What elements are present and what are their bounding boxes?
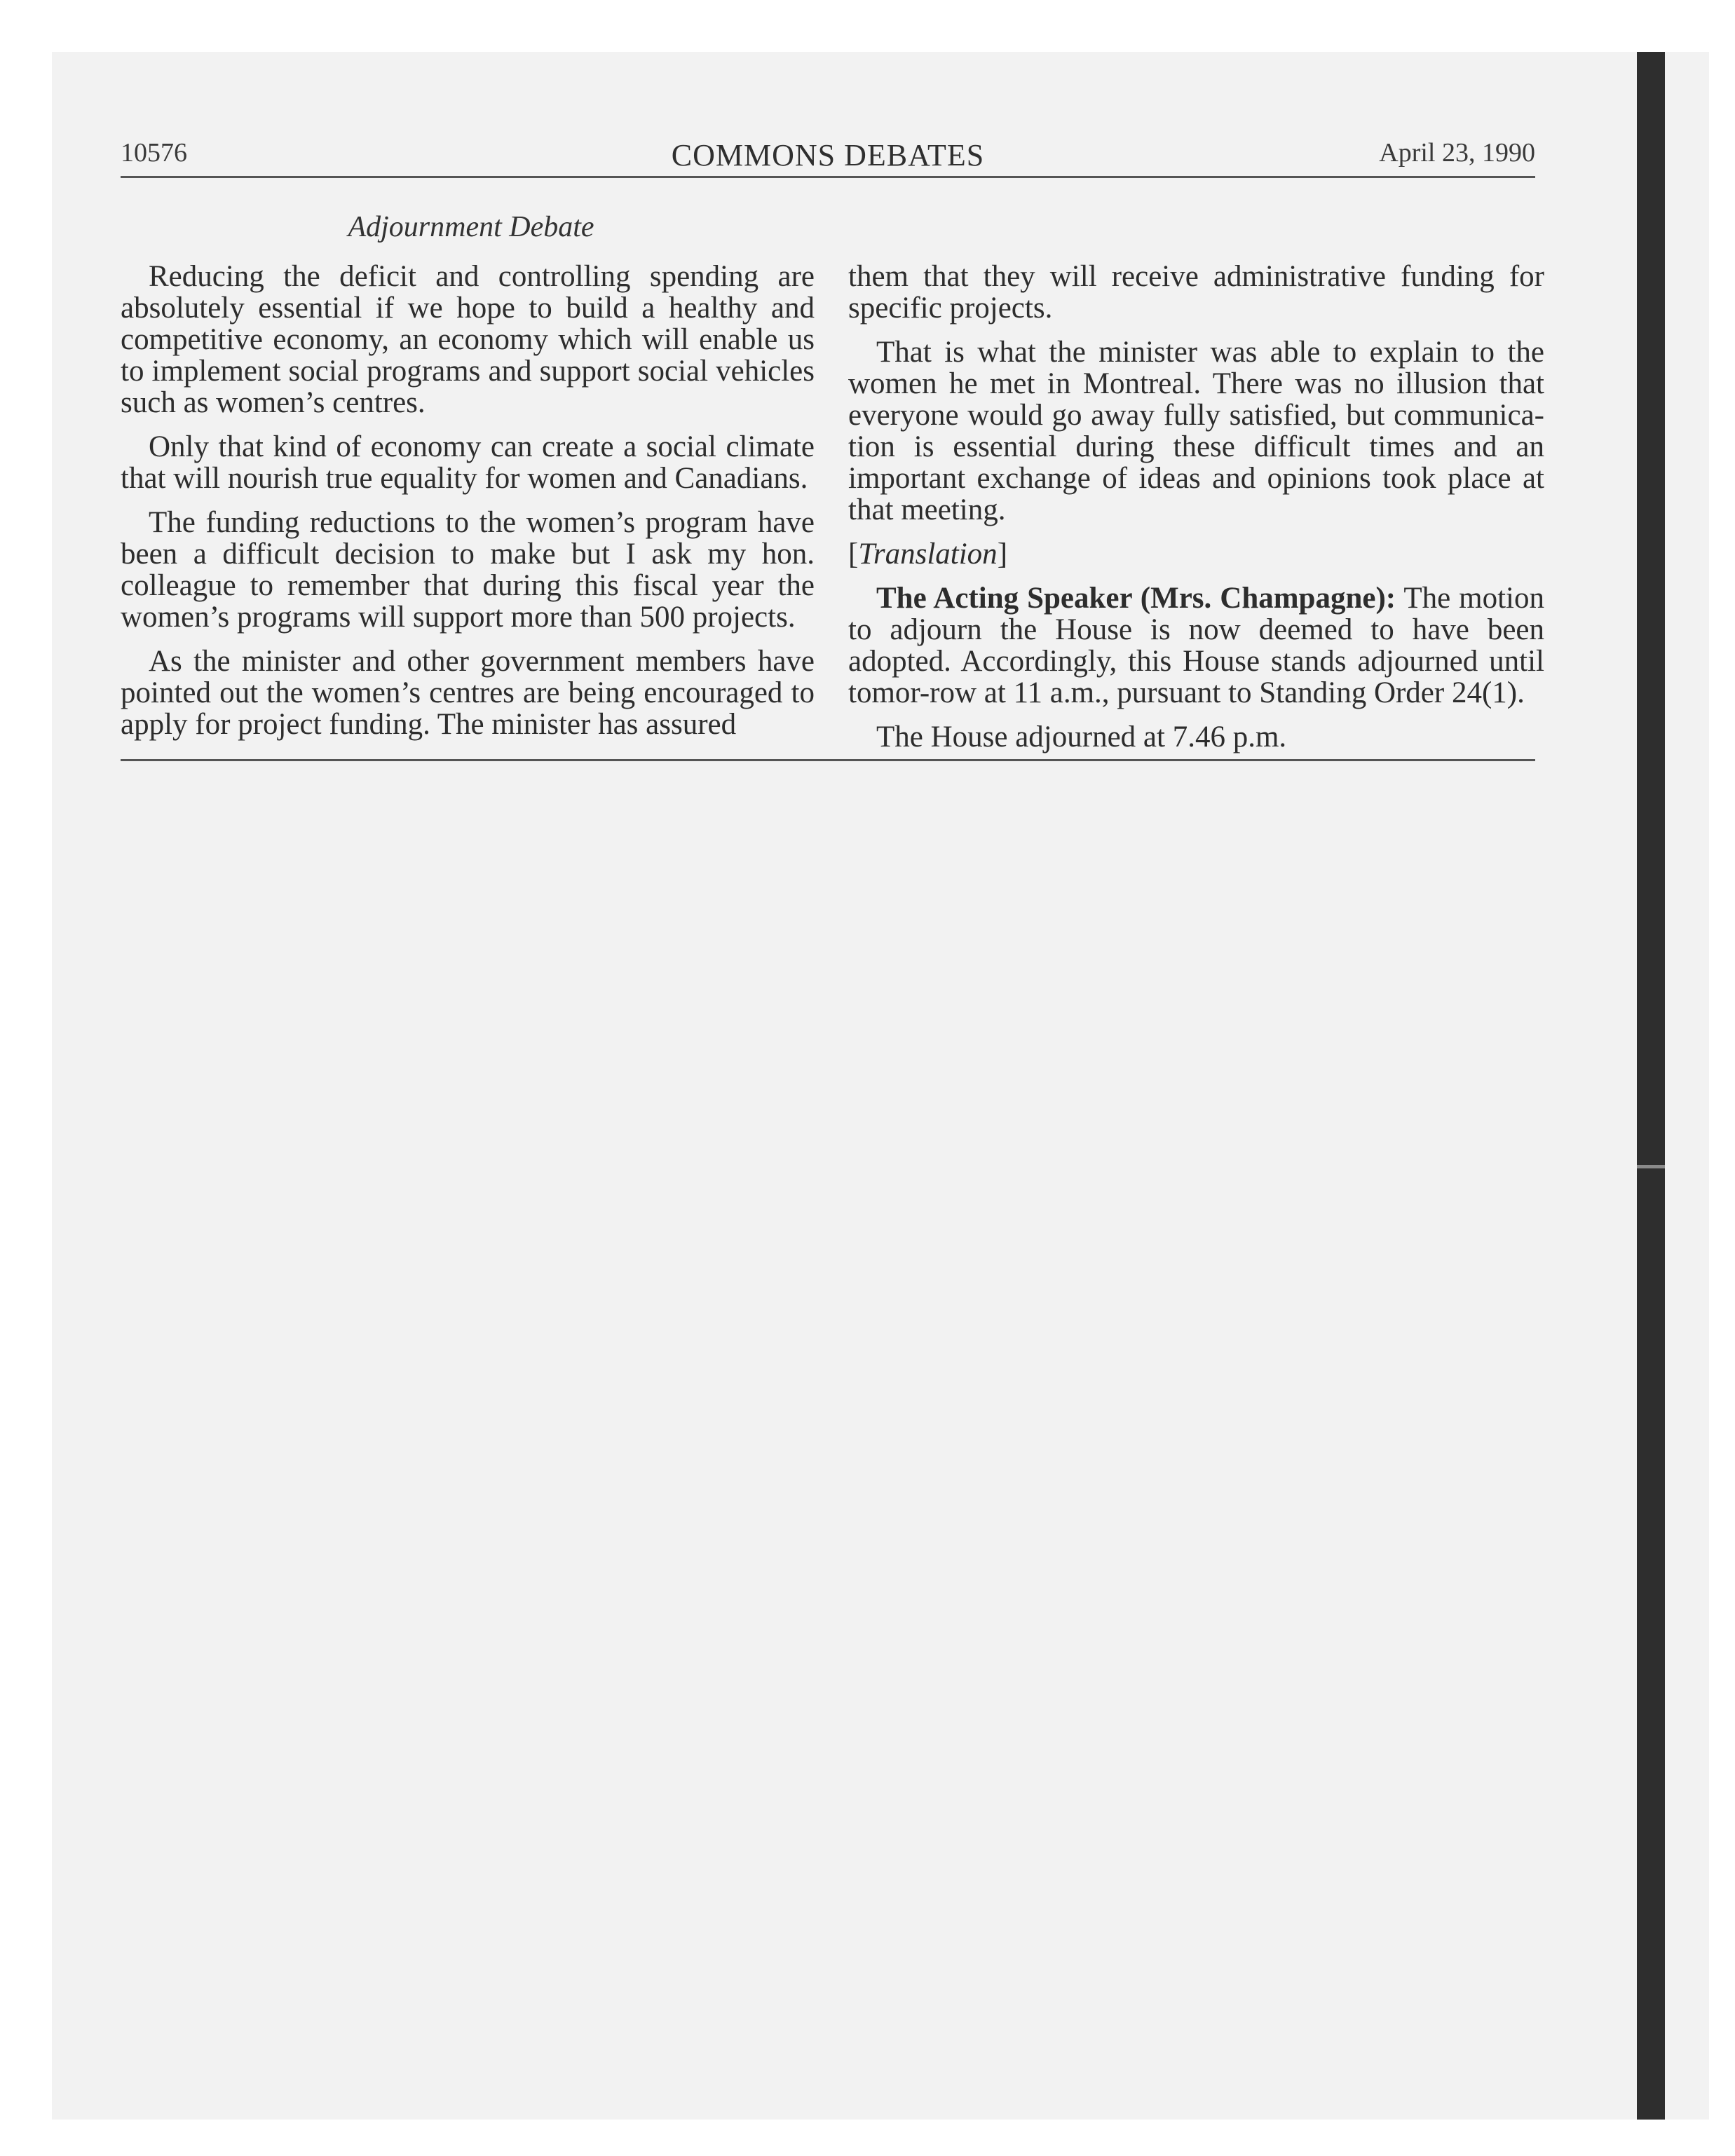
translation-close-bracket: ] — [997, 538, 1008, 571]
speaker-name: The Acting Speaker (Mrs. Champagne): — [876, 582, 1396, 615]
paragraph-deficit: Reducing the deficit and controlling spending are absolutely essential if we hope to build a healthy and competitive economy, an economy which will enable us to implement social programs and support social vehicles such as women’s centres. — [121, 260, 815, 419]
translation-tag — [848, 538, 1544, 570]
journal-title: COMMONS DEBATES — [671, 138, 985, 172]
paragraph-adjournment: The House adjourned at 7.46 p.m. — [876, 721, 1287, 753]
paragraph-continuation: them that they will receive administrative funding for specific projects. — [848, 260, 1544, 325]
running-head — [121, 137, 1535, 178]
scan-border-notch — [1637, 1165, 1665, 1168]
section-title: Adjournment Debate — [348, 211, 594, 243]
paragraph-acting-speaker — [848, 582, 1544, 709]
translation-open-bracket: [ — [848, 538, 859, 571]
speaker-statement: The motion to adjourn the House is now deemed to have been adopted. Accordingly, this House stands adjourned until tomor-row at 11 a.m., pursuant to Standing Order 24(1). — [848, 582, 1544, 709]
paragraph-funding-reductions: The funding reductions to the women’s program have been a difficult decision to make but I ask my hon. colleague to remember that during this fiscal year the women’s programs will support more than 500 projects. — [121, 506, 815, 634]
page-number: 10576 — [121, 138, 187, 168]
right-column — [848, 261, 1544, 765]
header-rule — [121, 176, 1535, 178]
paragraph-project-funding: As the minister and other government members have pointed out the women’s centres are being encouraged to apply for project funding. The minister has assured — [121, 645, 815, 741]
scan-border-edge — [1637, 52, 1665, 2120]
translation-word: Translation — [858, 538, 998, 571]
left-column — [121, 261, 815, 753]
closing-rule — [121, 759, 1535, 761]
issue-date: April 23, 1990 — [1379, 138, 1535, 168]
paragraph-social-climate: Only that kind of economy can create a social climate that will nourish true equality for women and Canadians. — [121, 430, 815, 495]
paragraph-montreal-meeting: That is what the minister was able to explain to the women he met in Montreal. There was no illusion that everyone would go away fully satisfied, but communica-tion is essential during these difficult times and an important exchange of ideas and opinions took place at that meeting. — [848, 336, 1544, 526]
